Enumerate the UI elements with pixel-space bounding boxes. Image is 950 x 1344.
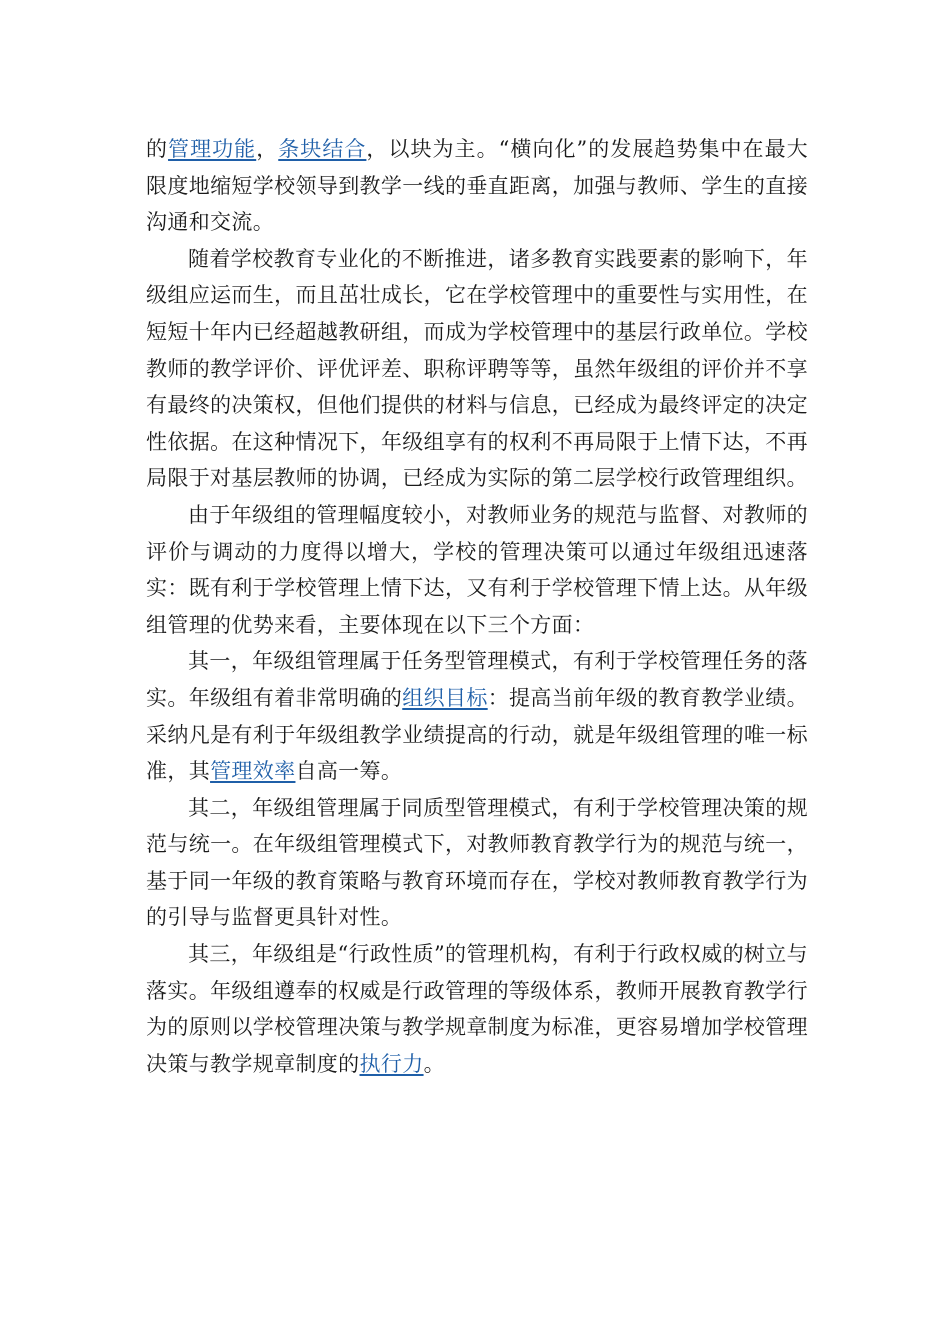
paragraph bbox=[146, 131, 808, 241]
paragraph-text: 自高一筹。 bbox=[295, 759, 403, 784]
paragraph-text: 。 bbox=[423, 1051, 445, 1076]
paragraph bbox=[146, 936, 808, 1082]
term-link[interactable]: 条块结合 bbox=[278, 137, 367, 161]
term-link[interactable]: 管理功能 bbox=[168, 137, 257, 161]
paragraph-text: ， bbox=[256, 137, 279, 161]
paragraph-text: 其三，年级组是“行政性质”的管理机构，有利于行政权威的树立与落实。年级组遵奉的权威是行政管理的等级体系，教师开展教育教学行为的原则以学校管理决策与教学规章制度为标准，更容易增加学校管理决策与教学规章制度的 bbox=[146, 942, 808, 1076]
paragraph bbox=[146, 643, 808, 789]
paragraph bbox=[146, 497, 808, 643]
paragraph-text: 随着学校教育专业化的不断推进，诸多教育实践要素的影响下，年级组应运而生，而且茁壮成长，它在学校管理中的重要性与实用性，在短短十年内已经超越教研组，而成为学校管理中的基层行政单位。学校教师的教学评价、评优评差、职称评聘等等，虽然年级组的评价并不享有最终的决策权，但他们提供的材料与信息，已经成为最终评定的决定性依据。在这种情况下，年级组享有的权利不再局限于上情下达，不再局限于对基层教师的协调，已经成为实际的第二层学校行政管理组织。 bbox=[146, 246, 808, 491]
paragraph-text: ，以块为主。“横向化”的发展趋势集中在最大限度地缩短学校领导到教学一线的垂直距离，加强与教师、学生的直接沟通和交流。 bbox=[146, 137, 808, 235]
paragraph bbox=[146, 790, 808, 936]
paragraph-text: 其一，年级组管理属于任务型管理模式，有利于学校管理任务的落实。年级组有着非常明确的 bbox=[146, 649, 808, 710]
paragraph-text: ：提高当前年级的教育教学业绩。采纳凡是有利于年级组教学业绩提高的行动，就是年级组管理的唯一标准，其 bbox=[146, 685, 809, 784]
paragraph-text: 的 bbox=[146, 137, 169, 161]
paragraph-text: 由于年级组的管理幅度较小，对教师业务的规范与监督、对教师的评价与调动的力度得以增大，学校的管理决策可以通过年级组迅速落实：既有利于学校管理上情下达，又有利于学校管理下情上达。从年级组管理的优势来看，主要体现在以下三个方面： bbox=[146, 502, 808, 637]
paragraph bbox=[146, 241, 808, 497]
paragraph-text: 其二，年级组管理属于同质型管理模式，有利于学校管理决策的规范与统一。在年级组管理模式下，对教师教育教学行为的规范与统一，基于同一年级的教育策略与教育环境而存在，学校对教师教育教学行为的引导与监督更具针对性。 bbox=[146, 795, 808, 930]
term-link[interactable]: 执行力 bbox=[359, 1051, 424, 1076]
term-link[interactable]: 组织目标 bbox=[402, 685, 488, 710]
document-body bbox=[146, 131, 808, 1082]
term-link[interactable]: 管理效率 bbox=[210, 759, 296, 784]
